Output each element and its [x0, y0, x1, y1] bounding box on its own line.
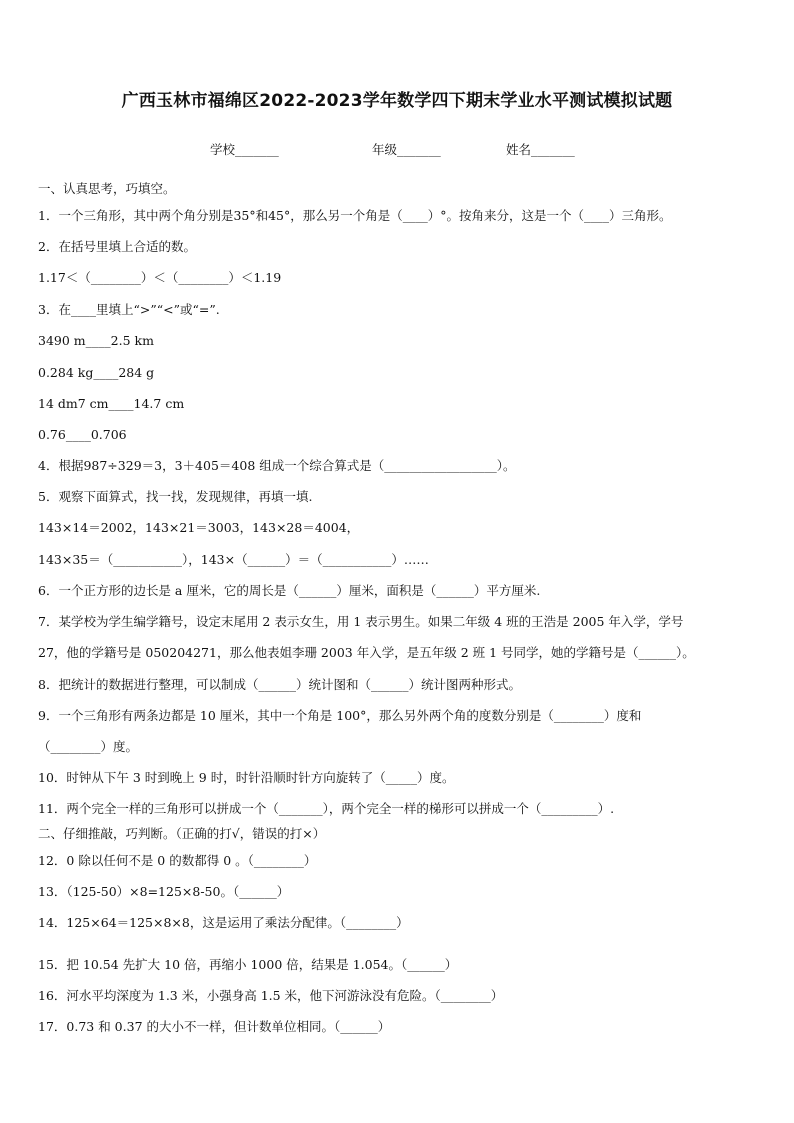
question-2-expression: 1.17＜（________）＜（________）＜1.19: [38, 270, 282, 285]
question-7-continued: 27，他的学籍号是 050204271，那么他表姐李珊 2003 年入学，是五年级 2 班 1 号同学，她的学籍号是（______）。: [38, 645, 695, 660]
name-field: 姓名_______: [506, 142, 575, 157]
section-2-heading: 二、仔细推敲，巧判断。（正确的打√，错误的打×）: [38, 826, 326, 841]
question-8: 8．把统计的数据进行整理，可以制成（______）统计图和（______）统计图两种形式。: [38, 677, 521, 692]
question-15: 15．把 10.54 先扩大 10 倍，再缩小 1000 倍，结果是 1.054。（______）: [38, 957, 458, 972]
question-2: 2．在括号里填上合适的数。: [38, 239, 196, 254]
question-10: 10．时钟从下午 3 时到晚上 9 时，时针沿顺时针方向旋转了（_____）度。: [38, 770, 455, 785]
question-3-item-a: 3490 m____2.5 km: [38, 333, 154, 348]
question-1: 1．一个三角形，其中两个角分别是35°和45°，那么另一个角是（____）°。按角来分，这是一个（____）三角形。: [38, 208, 672, 223]
question-12: 12．0 除以任何不是 0 的数都得 0 。（________）: [38, 853, 317, 868]
grade-field: 年级_______: [372, 142, 441, 157]
page-title: 广西玉林市福绵区2022-2023学年数学四下期末学业水平测试模拟试题: [121, 91, 673, 111]
question-6: 6．一个正方形的边长是 a 厘米，它的周长是（______）厘米，面积是（______）平方厘米.: [38, 583, 541, 598]
question-14: 14．125×64＝125×8×8，这是运用了乘法分配律。（________）: [38, 915, 409, 930]
question-3-item-c: 14 dm7 cm____14.7 cm: [38, 396, 185, 411]
question-5-blanks: 143×35＝（___________），143×（______）＝（___________）……: [38, 552, 429, 567]
section-1-heading: 一、认真思考，巧填空。: [38, 181, 176, 196]
question-16: 16．河水平均深度为 1.3 米，小强身高 1.5 米，他下河游泳没有危险。（________）: [38, 988, 504, 1003]
question-3-item-b: 0.284 kg____284 g: [38, 365, 155, 380]
question-11: 11．两个完全一样的三角形可以拼成一个（_______），两个完全一样的梯形可以拼成一个（_________）.: [38, 801, 615, 816]
question-3: 3．在____里填上“>”“<”或“=”.: [38, 302, 220, 317]
question-9-continued: （________）度。: [38, 739, 139, 754]
school-field: 学校_______: [210, 142, 279, 157]
question-13: 13．（125-50）×8=125×8-50。（______）: [38, 884, 290, 899]
question-3-item-d: 0.76____0.706: [38, 427, 127, 442]
question-5: 5．观察下面算式，找一找，发现规律，再填一填.: [38, 489, 313, 504]
question-17: 17．0.73 和 0.37 的大小不一样，但计数单位相同。（______）: [38, 1019, 391, 1034]
question-5-examples: 143×14＝2002，143×21＝3003，143×28＝4004，: [38, 520, 360, 535]
question-4: 4．根据987÷329＝3，3＋405＝408 组成一个综合算式是（__________________）。: [38, 458, 516, 473]
question-7: 7．某学校为学生编学籍号，设定末尾用 2 表示女生，用 1 表示男生。如果二年级 4 班的王浩是 2005 年入学，学号: [38, 614, 684, 629]
question-9: 9．一个三角形有两条边都是 10 厘米，其中一个角是 100°，那么另外两个角的度数分别是（________）度和: [38, 708, 642, 723]
